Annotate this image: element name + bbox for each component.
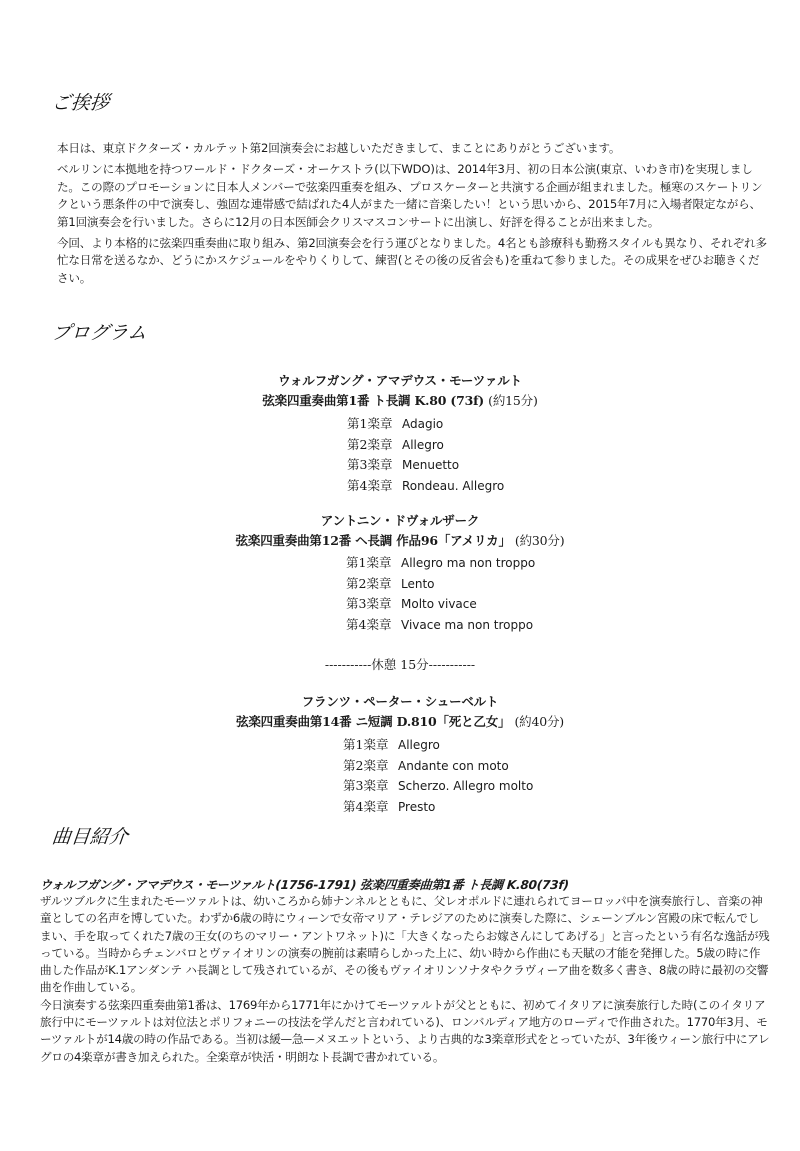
movement-item xyxy=(343,756,533,777)
movement-number: 第2楽章 xyxy=(347,436,393,452)
movement-number: 第3楽章 xyxy=(347,457,393,472)
work-duration: (約30分) xyxy=(514,533,565,548)
movement-title: Allegro ma non troppo xyxy=(401,556,536,570)
greeting-paragraph: ベルリンに本拠地を持つワールド・ドクターズ・オーケストラ(以下WDO)は、2014年3月、初の日本公演(東京、いわき市)を実現しました。この際のプロモーションに日本人メンバーで弦楽四重奏を組み、プロスケーターと共演する企画が組まれました。極寒のスケートリンクという悪条件の中で演奏し、強固な連帯感で結ばれた4人がまた一緒に音楽したい！という思いから、2015年7月に入場者限定ながら、第1回演奏会を行いました。さらに12月の日本医師会クリスマスコンサートに出演し、好評を得ることが出来ました。 xyxy=(57,162,763,229)
pieces-intro-heading: 曲目紹介 xyxy=(50,826,130,848)
movement-number: 第4楽章 xyxy=(347,477,393,493)
movement-title: Rondeau. Allegro xyxy=(402,478,505,493)
movement-number: 第2楽章 xyxy=(346,575,392,591)
work-title xyxy=(0,712,800,730)
piece-intro-text xyxy=(40,893,770,1066)
movement-title: Molto vivace xyxy=(401,597,477,611)
movement-title: Vivace ma non troppo xyxy=(401,617,534,632)
piece-intro-paragraph: 今日演奏する弦楽四重奏曲第1番は、1769年から1771年にかけてモーツァルトが父とともに、初めてイタリアに演奏旅行した時(このイタリア旅行中にモーツァルトは対位法とポリフォニーの技法を学んだと言われている)、ロンバルディア地方のローディで作曲された。1770年3月、モーツァルトが14歳の時の作品である。当初は緩—急—メヌエットという、より古典的な3楽章形式をとっていたが、3年後ウィーン旅行中にアレグロの4楽章が書き加えられた。全楽章が快活・明朗なト長調で書かれている。 xyxy=(40,997,770,1064)
movement-list xyxy=(343,735,533,817)
composer-name: ウォルフガング・アマデウス・モーツァルト xyxy=(278,373,522,388)
work-title-text: 弦楽四重奏曲第1番 ト長調 K.80 (73f) xyxy=(262,393,485,408)
movement-title: Allegro xyxy=(398,738,440,752)
movement-title: Scherzo. Allegro molto xyxy=(398,779,534,793)
movement-number: 第4楽章 xyxy=(343,798,389,814)
movement-item xyxy=(347,414,504,435)
movement-number: 第1楽章 xyxy=(346,555,392,570)
movement-title: Adagio xyxy=(402,417,444,431)
movement-item xyxy=(347,476,504,497)
movement-title: Menuetto xyxy=(402,458,460,472)
movement-list xyxy=(347,414,504,496)
greeting-text xyxy=(57,140,769,287)
movement-item xyxy=(343,797,533,818)
composer-name: アントニン・ドヴォルザーク xyxy=(320,513,480,528)
piece-intro-title: ウォルフガング・アマデウス・モーツァルト(1756-1791) 弦楽四重奏曲第1番 ト長調 K.80(73f) xyxy=(39,878,570,892)
work-duration: (約40分) xyxy=(514,714,564,729)
movement-number: 第1楽章 xyxy=(343,737,389,752)
greeting-paragraph: 今回、より本格的に弦楽四重奏曲に取り組み、第2回演奏会を行う運びとなりました。4名とも診療科も勤務スタイルも異なり、それぞれ多忙な日常を送るなか、どうにかスケジュールをやりくりして、練習(とその後の反省会も)を重ねて参りました。その成果をぜひお聴きください。 xyxy=(57,236,767,285)
greeting-heading: ご挨拶 xyxy=(50,92,111,114)
work-duration: (約15分) xyxy=(488,393,538,408)
movement-number: 第2楽章 xyxy=(343,757,389,773)
movement-number: 第3楽章 xyxy=(343,778,389,793)
movement-number: 第3楽章 xyxy=(346,596,392,611)
work-title-text: 弦楽四重奏曲第12番 ヘ長調 作品96「アメリカ」 xyxy=(235,533,511,548)
movement-item xyxy=(346,553,535,574)
movement-number: 第4楽章 xyxy=(346,616,392,632)
movement-title: Allegro xyxy=(402,437,444,452)
movement-number: 第1楽章 xyxy=(347,416,393,431)
composer-name: フランツ・ペーター・シューベルト xyxy=(301,694,499,709)
movement-item xyxy=(347,455,504,476)
movement-item xyxy=(346,594,535,615)
movement-item xyxy=(346,574,535,595)
greeting-paragraph: 本日は、東京ドクターズ・カルテット第2回演奏会にお越しいただきまして、まことにありがとうございます。 xyxy=(57,141,621,155)
movement-title: Lento xyxy=(401,576,435,591)
work-title xyxy=(0,391,800,409)
movement-item xyxy=(343,735,533,756)
movement-item xyxy=(347,435,504,456)
movement-title: Andante con moto xyxy=(398,758,509,773)
movement-title: Presto xyxy=(398,799,436,814)
intermission-line: -----------休憩 15分----------- xyxy=(324,657,476,672)
movement-item xyxy=(343,776,533,797)
work-title xyxy=(0,531,800,549)
piece-intro-paragraph: ザルツブルクに生まれたモーツァルトは、幼いころから姉ナンネルとともに、父レオポルドに連れられてヨーロッパ中を演奏旅行し、音楽の神童としての名声を博していた。わずか6歳の時にウィーンで女帝マリア・テレジアのために演奏した際に、シェーンブルン宮殿の床で転んでしまい、手を取ってくれた7歳の王女(のちのマリー・アントワネット)に「大きくなったらお嫁さんにしてあげる」と言ったという有名な逸話が残っている。当時からチェンバロとヴァイオリンの演奏の腕前は素晴らしかった上に、幼い時から作曲にも天賦の才能を発揮した。5歳の時に作曲した作品がK.1アンダンテ ハ長調として残されているが、その後もヴァイオリンソナタやクラヴィーア曲を数多く書き、8歳の時に最初の交響曲を作曲している。 xyxy=(40,894,770,995)
movement-item xyxy=(346,615,535,636)
work-title-text: 弦楽四重奏曲第14番 ニ短調 D.810「死と乙女」 xyxy=(236,714,511,729)
program-heading: プログラム xyxy=(50,322,148,344)
movement-list xyxy=(346,553,535,635)
